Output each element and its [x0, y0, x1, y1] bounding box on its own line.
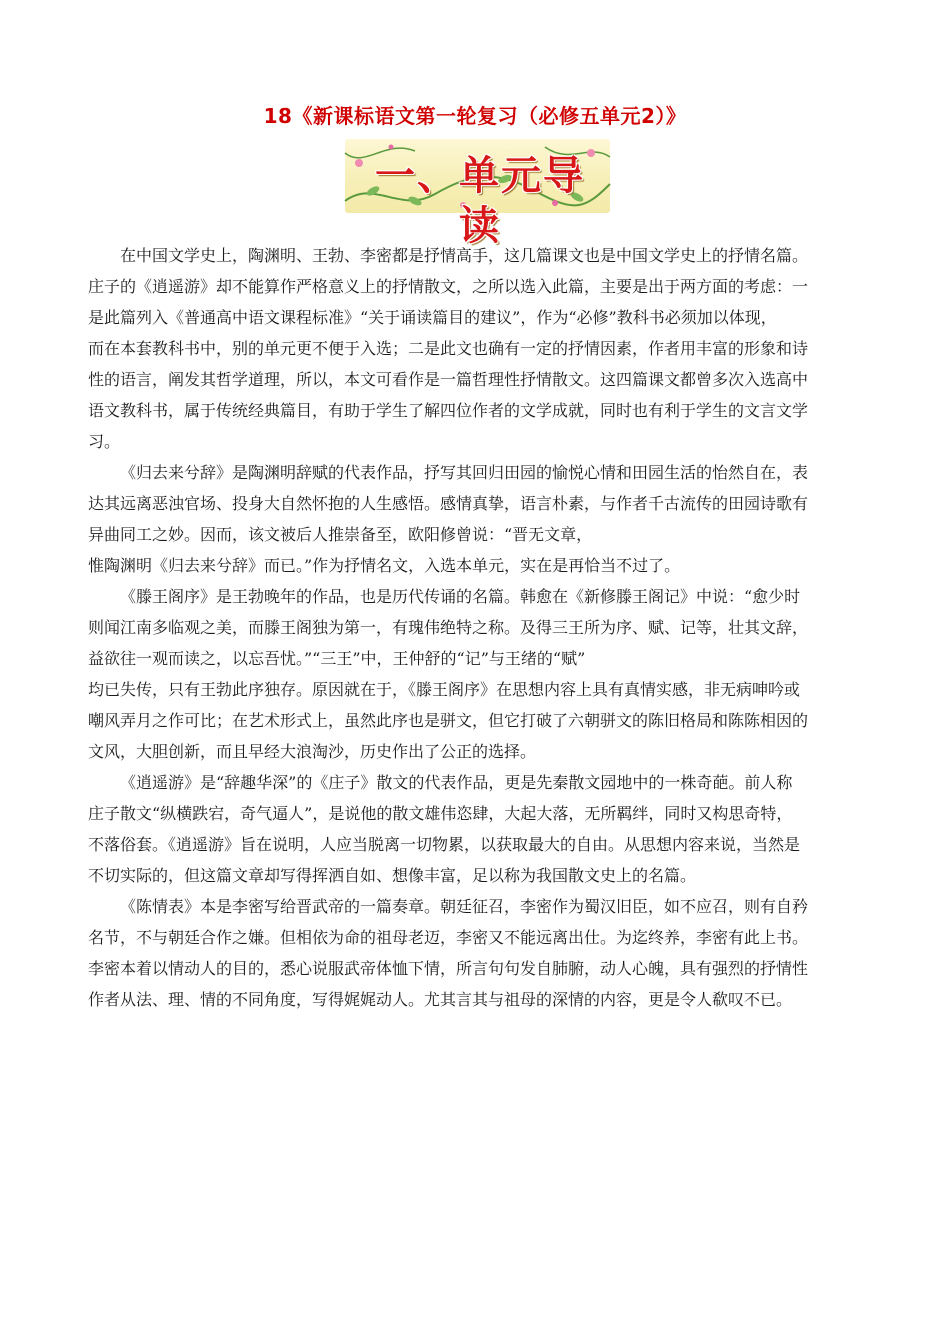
- paragraph-2: [88, 457, 860, 581]
- text-line: 而在本套教科书中，别的单元更不便于入选；二是此文也确有一定的抒情因素，作者用丰富的形象和诗: [88, 339, 809, 358]
- paragraph-1: [88, 240, 860, 457]
- paragraph-5: [88, 891, 860, 1015]
- text-line: 语文教科书，属于传统经典篇目，有助于学生了解四位作者的文学成就，同时也有利于学生的文言文学: [88, 401, 809, 420]
- text-line: 不落俗套。《逍遥游》旨在说明，人应当脱离一切物累，以获取最大的自由。从思想内容来说，当然是: [88, 835, 801, 854]
- section-banner: [345, 139, 610, 249]
- text-line: 作者从法、理、情的不同角度，写得娓娓动人。尤其言其与祖母的深情的内容，更是令人欷叹不已。: [88, 990, 793, 1009]
- text-line: 达其远离恶浊官场、投身大自然怀抱的人生感悟。感情真挚，语言朴素，与作者千古流传的田园诗歌有: [88, 494, 809, 513]
- text-line: 性的语言，阐发其哲学道理，所以，本文可看作是一篇哲理性抒情散文。这四篇课文都曾多次入选高中: [88, 370, 809, 389]
- text-line: 名节，不与朝廷合作之嫌。但相依为命的祖母老迈，李密又不能远离出仕。为迄终养，李密有此上书。: [88, 928, 809, 947]
- text-line: 《逍遥游》是“辞趣华深”的《庄子》散文的代表作品，更是先秦散文园地中的一株奇葩。前人称: [120, 773, 793, 792]
- text-line: 《滕王阁序》是王勃晚年的作品，也是历代传诵的名篇。韩愈在《新修滕王阁记》中说：“愈少时: [120, 587, 801, 606]
- document-title: 18《新课标语文第一轮复习（必修五单元2）》: [263, 104, 687, 128]
- text-line: 文风，大胆创新，而且早经大浪淘沙，历史作出了公正的选择。: [88, 742, 537, 761]
- document-body: [88, 240, 860, 1015]
- text-line: 习。: [88, 432, 121, 451]
- text-line: 《陈情表》本是李密写给晋武帝的一篇奏章。朝廷征召，李密作为蜀汉旧臣，如不应召，则有自矜: [120, 897, 809, 916]
- text-line: 在中国文学史上，陶渊明、王勃、李密都是抒情高手，这几篇课文也是中国文学史上的抒情名篇。: [120, 246, 809, 265]
- text-line: 益欲往一观而读之，以忘吾忧。”“三王”中，王仲舒的“记”与王绪的“赋”: [88, 649, 586, 668]
- text-line: 则闻江南多临观之美，而滕王阁独为第一，有瑰伟绝特之称。及得三王所为序、赋、记等，壮其文辞，: [88, 618, 809, 637]
- text-line: 均已失传，只有王勃此序独存。原因就在于，《滕王阁序》在思想内容上具有真情实感，非无病呻吟或: [88, 680, 801, 699]
- text-line: 异曲同工之妙。因而，该文被后人推崇备至，欧阳修曾说：“晋无文章，: [88, 525, 593, 544]
- paragraph-4: [88, 767, 860, 891]
- text-line: 李密本着以情动人的目的，悉心说服武帝体恤下情，所言句句发自肺腑，动人心魄，具有强烈的抒情性: [88, 959, 809, 978]
- text-line: 庄子的《逍遥游》却不能算作严格意义上的抒情散文，之所以选入此篇，主要是出于两方面的考虑：一: [88, 277, 809, 296]
- text-line: 是此篇列入《普通高中语文课程标准》“关于诵读篇目的建议”，作为“必修”教科书必须加以体现，: [88, 308, 777, 327]
- text-line: 嘲风弄月之作可比；在艺术形式上，虽然此序也是骈文，但它打破了六朝骈文的陈旧格局和陈陈相因的: [88, 711, 809, 730]
- text-line: 庄子散文“纵横跌宕，奇气逼人”，是说他的散文雄伟恣肆，大起大落，无所羁绊，同时又构思奇特，: [88, 804, 793, 823]
- text-line: 惟陶渊明《归去来兮辞》而已。”作为抒情名文，入选本单元，实在是再恰当不过了。: [88, 556, 681, 575]
- paragraph-3: [88, 581, 860, 767]
- text-line: 不切实际的，但这篇文章却写得挥洒自如、想像丰富，足以称为我国散文史上的名篇。: [88, 866, 697, 885]
- banner-text: 一、单元导读: [375, 153, 585, 249]
- text-line: 《归去来兮辞》是陶渊明辞赋的代表作品，抒写其回归田园的愉悦心情和田园生活的怡然自在，表: [120, 463, 809, 482]
